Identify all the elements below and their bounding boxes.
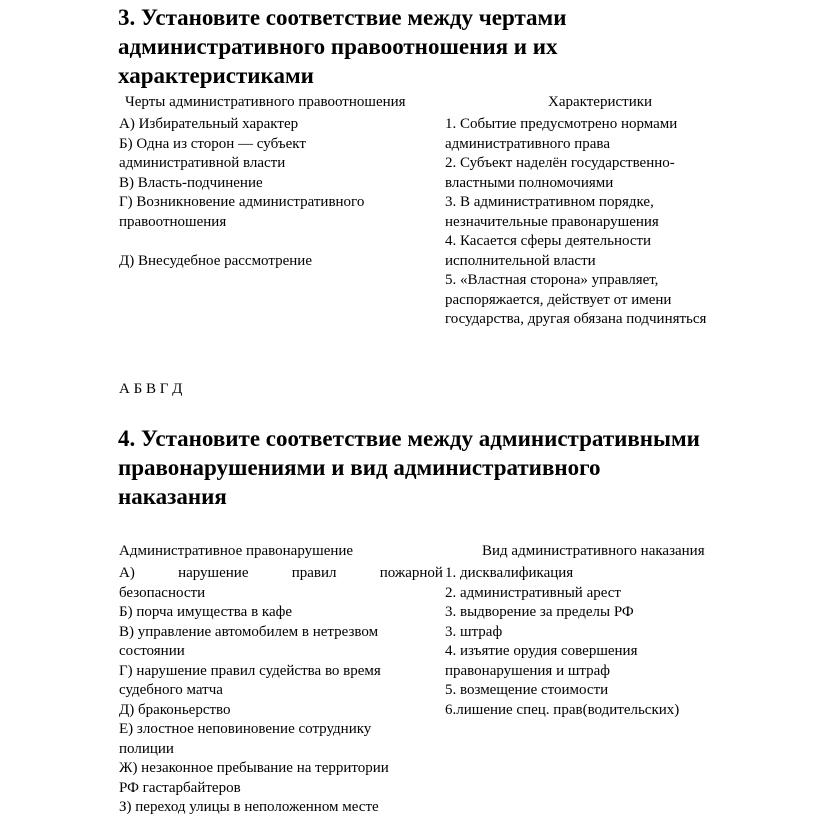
- q4-penalty-item: [445, 584, 745, 604]
- q4-violation-text: Е) злостное неповиновение сотруднику: [119, 721, 372, 737]
- q3-feature-text: административной власти: [119, 155, 286, 171]
- q4-penalty-text: 5. возмещение стоимости: [445, 682, 609, 698]
- q4-left-column-header: Административное правонарушение: [119, 543, 354, 559]
- q3-characteristic-item: [445, 154, 745, 193]
- q3-characteristic-text: властными полномочиями: [445, 174, 614, 191]
- q4-violation-word: правил: [291, 565, 337, 581]
- q4-penalty-text: 2. административный арест: [445, 584, 621, 601]
- q4-violation-item: [119, 564, 443, 603]
- q3-feature-text: Б) Одна из сторон — субъект: [119, 135, 306, 152]
- q3-characteristic-item: [445, 115, 745, 154]
- q3-characteristic-text: распоряжается, действует от имени: [445, 291, 672, 308]
- q3-characteristic-text: 4. Касается сферы деятельности: [445, 233, 652, 249]
- q4-penalty-text: 3. штраф: [445, 623, 503, 640]
- q4-violation-justified-line: [119, 564, 443, 584]
- q4-violation-text: Б) порча имущества в кафе: [119, 604, 292, 620]
- q3-characteristic-text: 2. Субъект наделён государственно-: [445, 155, 675, 171]
- q3-feature-item: [119, 115, 439, 135]
- q3-characteristic-item: [445, 271, 745, 330]
- q4-penalty-item: [445, 564, 745, 584]
- q3-feature-text: правоотношения: [119, 213, 227, 230]
- q4-violation-text: З) переход улицы в неположенном месте: [119, 799, 379, 815]
- q4-violation-item: [119, 662, 443, 701]
- q4-penalty-item: [445, 603, 745, 623]
- q4-violation-text: безопасности: [119, 584, 206, 601]
- q4-title-line: правонарушениями и вид административного: [118, 455, 601, 480]
- q4-penalty-text: 3. выдворение за пределы РФ: [445, 604, 634, 620]
- q4-penalty-text: правонарушения и штраф: [445, 662, 611, 679]
- q4-violation-text: Г) нарушение правил судейства во время: [119, 662, 381, 679]
- q4-penalties-list: [445, 564, 745, 720]
- q4-violation-item: [119, 623, 443, 662]
- q4-penalty-text: 4. изъятие орудия совершения: [445, 643, 638, 659]
- q4-penalty-item: [445, 642, 745, 681]
- q3-feature-text: А) Избирательный характер: [119, 116, 299, 132]
- q4-violation-text: полиции: [119, 740, 174, 757]
- q3-right-column-header: Характеристики: [548, 94, 653, 110]
- q3-characteristic-text: административного права: [445, 135, 610, 152]
- q3-characteristic-text: 5. «Властная сторона» управляет,: [445, 272, 659, 288]
- q4-title-line: 4. Установите соответствие между административными: [118, 426, 700, 451]
- q4-penalty-item: [445, 701, 745, 721]
- q4-violation-word: пожарной: [379, 565, 443, 581]
- q4-violation-item: [119, 603, 443, 623]
- q3-feature-item: [119, 252, 439, 272]
- q4-violation-item: [119, 720, 443, 759]
- q4-penalty-text: 6.лишение спец. прав(водительских): [445, 701, 680, 718]
- q3-title-line: характеристиками: [118, 63, 314, 88]
- q4-violation-word: нарушение: [178, 565, 249, 581]
- q4-violation-item: [119, 759, 443, 798]
- q3-feature-text: В) Власть-подчинение: [119, 174, 263, 191]
- q4-violation-text: Д) браконьерство: [119, 701, 231, 718]
- q3-feature-item: [119, 193, 439, 232]
- q3-characteristic-item: [445, 232, 745, 271]
- q4-penalty-item: [445, 681, 745, 701]
- q4-violation-text: В) управление автомобилем в нетрезвом: [119, 623, 379, 640]
- q3-feature-item: [119, 135, 439, 174]
- q3-characteristics-list: [445, 115, 745, 330]
- q4-title-line: наказания: [118, 484, 227, 509]
- q3-feature-text: Г) Возникновение административного: [119, 194, 365, 210]
- q3-characteristic-item: [445, 193, 745, 232]
- q4-title: [118, 424, 700, 511]
- q4-violation-item: [119, 798, 443, 818]
- q4-penalty-text: 1. дисквалификация: [445, 565, 574, 581]
- q4-violation-item: [119, 701, 443, 721]
- q3-feature-item: [119, 174, 439, 194]
- q4-violation-text: РФ гастарбайтеров: [119, 779, 241, 796]
- q4-violation-text: судебного матча: [119, 682, 223, 698]
- q4-penalty-item: [445, 623, 745, 643]
- q3-characteristic-text: исполнительной власти: [445, 252, 596, 269]
- q4-violation-text: состоянии: [119, 643, 185, 659]
- q3-characteristic-text: незначительные правонарушения: [445, 213, 659, 230]
- q3-characteristic-text: 1. Событие предусмотрено нормами: [445, 116, 678, 132]
- q4-violations-list: [119, 564, 443, 818]
- q4-right-column-header: Вид административного наказания: [482, 543, 705, 559]
- q4-violation-text: Ж) незаконное пребывание на территории: [119, 760, 389, 776]
- q3-answer-letters: А Б В Г Д: [119, 381, 183, 397]
- q3-characteristic-text: 3. В административном порядке,: [445, 194, 654, 210]
- q3-title: [118, 3, 566, 90]
- q3-characteristic-text: государства, другая обязана подчиняться: [445, 311, 707, 327]
- q3-title-line: 3. Установите соответствие между чертами: [118, 5, 567, 30]
- q3-features-list: [119, 115, 439, 271]
- q3-feature-text: Д) Внесудебное рассмотрение: [119, 252, 312, 269]
- q3-left-column-header: Черты административного правоотношения: [125, 94, 406, 110]
- q4-violation-word: А): [119, 565, 135, 581]
- q3-title-line: административного правоотношения и их: [118, 34, 558, 59]
